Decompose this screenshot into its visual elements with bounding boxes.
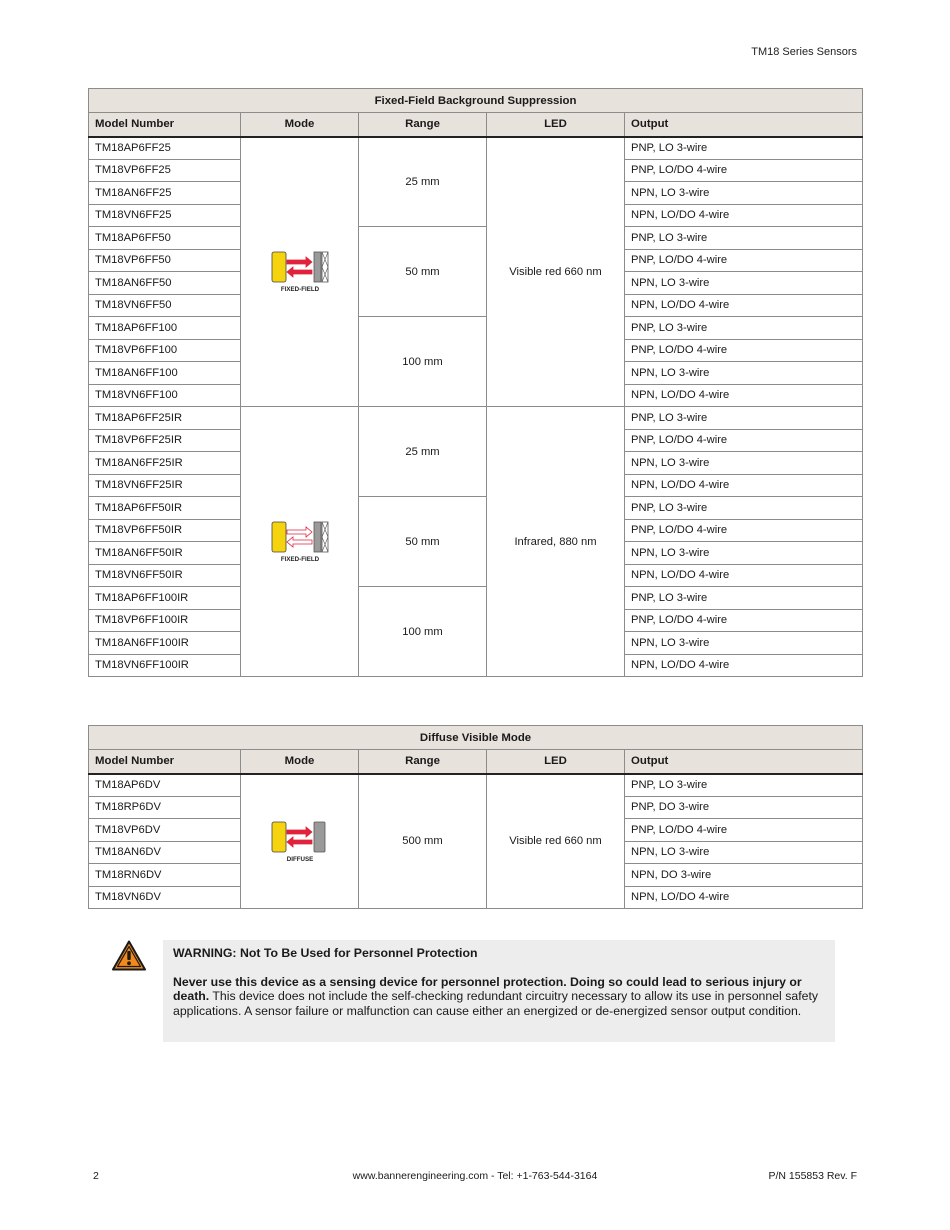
range-cell: 100 mm bbox=[359, 317, 487, 407]
warning-body bbox=[173, 975, 825, 1019]
output-cell: NPN, LO 3-wire bbox=[625, 362, 863, 385]
output-cell: PNP, LO/DO 4-wire bbox=[625, 159, 863, 182]
model-number-cell: TM18VN6FF50 bbox=[89, 294, 241, 317]
model-number-cell: TM18VP6FF50IR bbox=[89, 519, 241, 542]
model-number-cell: TM18AN6FF100 bbox=[89, 362, 241, 385]
column-header-mode: Mode bbox=[241, 113, 359, 137]
table-row bbox=[89, 137, 863, 160]
output-cell: PNP, LO/DO 4-wire bbox=[625, 429, 863, 452]
column-header-range: Range bbox=[359, 113, 487, 137]
model-number-cell: TM18VN6DV bbox=[89, 886, 241, 909]
output-cell: PNP, LO/DO 4-wire bbox=[625, 339, 863, 362]
model-number-cell: TM18RN6DV bbox=[89, 864, 241, 887]
led-cell: Infrared, 880 nm bbox=[487, 407, 625, 677]
range-cell: 25 mm bbox=[359, 407, 487, 497]
range-cell: 50 mm bbox=[359, 227, 487, 317]
table-row bbox=[89, 774, 863, 797]
part-number: P/N 155853 Rev. F bbox=[768, 1170, 857, 1182]
model-number-cell: TM18AP6FF50 bbox=[89, 227, 241, 250]
model-number-cell: TM18AN6FF25 bbox=[89, 182, 241, 205]
warning-title: WARNING: Not To Be Used for Personnel Protection bbox=[173, 946, 478, 960]
model-number-cell: TM18VP6FF50 bbox=[89, 249, 241, 272]
output-cell: NPN, LO/DO 4-wire bbox=[625, 564, 863, 587]
led-cell: Visible red 660 nm bbox=[487, 774, 625, 909]
model-number-cell: TM18AP6FF25 bbox=[89, 137, 241, 160]
model-number-cell: TM18VP6DV bbox=[89, 819, 241, 842]
table-caption: Fixed-Field Background Suppression bbox=[89, 89, 863, 113]
model-number-cell: TM18AP6DV bbox=[89, 774, 241, 797]
warning-bold-text: Never use this device as a sensing device for personnel protection. Doing so could lead to serious injury or death. bbox=[173, 974, 802, 1003]
column-header-output: Output bbox=[625, 750, 863, 774]
output-cell: PNP, LO 3-wire bbox=[625, 407, 863, 430]
model-number-cell: TM18AP6FF100 bbox=[89, 317, 241, 340]
range-cell: 500 mm bbox=[359, 774, 487, 909]
model-number-cell: TM18VP6FF25 bbox=[89, 159, 241, 182]
column-header-output: Output bbox=[625, 113, 863, 137]
diffuse-mode-icon bbox=[264, 816, 336, 864]
output-cell: NPN, LO 3-wire bbox=[625, 841, 863, 864]
mode-icon-label: FIXED-FIELD bbox=[280, 286, 319, 294]
table-row bbox=[89, 227, 863, 250]
fixed-field-table bbox=[88, 88, 863, 677]
output-cell: PNP, LO 3-wire bbox=[625, 587, 863, 610]
range-cell: 50 mm bbox=[359, 497, 487, 587]
model-number-cell: TM18AP6FF100IR bbox=[89, 587, 241, 610]
page-number: 2 bbox=[93, 1170, 99, 1182]
table-caption: Diffuse Visible Mode bbox=[89, 726, 863, 750]
column-header-led: LED bbox=[487, 750, 625, 774]
mode-cell bbox=[241, 137, 359, 407]
table-row bbox=[89, 497, 863, 520]
output-cell: NPN, LO/DO 4-wire bbox=[625, 474, 863, 497]
output-cell: NPN, LO 3-wire bbox=[625, 182, 863, 205]
output-cell: NPN, LO/DO 4-wire bbox=[625, 294, 863, 317]
output-cell: PNP, LO/DO 4-wire bbox=[625, 609, 863, 632]
output-cell: PNP, LO 3-wire bbox=[625, 774, 863, 797]
warning-triangle-icon bbox=[112, 940, 146, 971]
output-cell: NPN, LO 3-wire bbox=[625, 542, 863, 565]
fixed-field-ir-mode-icon bbox=[264, 516, 336, 564]
output-cell: NPN, LO 3-wire bbox=[625, 272, 863, 295]
range-cell: 25 mm bbox=[359, 137, 487, 227]
model-number-cell: TM18AN6FF50 bbox=[89, 272, 241, 295]
table-row bbox=[89, 317, 863, 340]
warning-box bbox=[163, 940, 835, 1042]
model-number-cell: TM18VP6FF100IR bbox=[89, 609, 241, 632]
output-cell: PNP, LO 3-wire bbox=[625, 317, 863, 340]
model-number-cell: TM18VP6FF100 bbox=[89, 339, 241, 362]
model-number-cell: TM18VN6FF100 bbox=[89, 384, 241, 407]
model-number-cell: TM18VP6FF25IR bbox=[89, 429, 241, 452]
model-number-cell: TM18AP6FF25IR bbox=[89, 407, 241, 430]
column-header-led: LED bbox=[487, 113, 625, 137]
output-cell: NPN, LO/DO 4-wire bbox=[625, 886, 863, 909]
output-cell: NPN, LO 3-wire bbox=[625, 452, 863, 475]
model-number-cell: TM18VN6FF100IR bbox=[89, 654, 241, 677]
led-cell: Visible red 660 nm bbox=[487, 137, 625, 407]
column-header-model: Model Number bbox=[89, 113, 241, 137]
mode-cell bbox=[241, 407, 359, 677]
table-row bbox=[89, 407, 863, 430]
output-cell: NPN, LO 3-wire bbox=[625, 632, 863, 655]
fixed-field-mode-icon bbox=[264, 246, 336, 294]
footer-contact: www.bannerengineering.com - Tel: +1-763-544-3164 bbox=[352, 1170, 598, 1182]
output-cell: PNP, DO 3-wire bbox=[625, 796, 863, 819]
model-number-cell: TM18VN6FF50IR bbox=[89, 564, 241, 587]
table-row bbox=[89, 587, 863, 610]
model-number-cell: TM18AN6FF25IR bbox=[89, 452, 241, 475]
output-cell: NPN, LO/DO 4-wire bbox=[625, 654, 863, 677]
warning-body-text: This device does not include the self-checking redundant circuitry necessary to allow its use in personnel safety applications. A sensor failure or malfunction can cause either an energized or de-energized sensor output condition. bbox=[173, 989, 819, 1018]
model-number-cell: TM18VN6FF25 bbox=[89, 204, 241, 227]
model-number-cell: TM18VN6FF25IR bbox=[89, 474, 241, 497]
model-number-cell: TM18AN6FF50IR bbox=[89, 542, 241, 565]
output-cell: NPN, LO/DO 4-wire bbox=[625, 384, 863, 407]
output-cell: NPN, DO 3-wire bbox=[625, 864, 863, 887]
output-cell: PNP, LO/DO 4-wire bbox=[625, 519, 863, 542]
range-cell: 100 mm bbox=[359, 587, 487, 677]
column-header-range: Range bbox=[359, 750, 487, 774]
document-header-title: TM18 Series Sensors bbox=[751, 46, 857, 58]
output-cell: NPN, LO/DO 4-wire bbox=[625, 204, 863, 227]
output-cell: PNP, LO 3-wire bbox=[625, 227, 863, 250]
diffuse-visible-table bbox=[88, 725, 863, 909]
model-number-cell: TM18RP6DV bbox=[89, 796, 241, 819]
output-cell: PNP, LO/DO 4-wire bbox=[625, 249, 863, 272]
column-header-mode: Mode bbox=[241, 750, 359, 774]
output-cell: PNP, LO 3-wire bbox=[625, 137, 863, 160]
column-header-model: Model Number bbox=[89, 750, 241, 774]
output-cell: PNP, LO 3-wire bbox=[625, 497, 863, 520]
mode-cell bbox=[241, 774, 359, 909]
model-number-cell: TM18AP6FF50IR bbox=[89, 497, 241, 520]
output-cell: PNP, LO/DO 4-wire bbox=[625, 819, 863, 842]
model-number-cell: TM18AN6FF100IR bbox=[89, 632, 241, 655]
mode-icon-label: FIXED-FIELD bbox=[280, 556, 319, 563]
model-number-cell: TM18AN6DV bbox=[89, 841, 241, 864]
mode-icon-label: DIFFUSE bbox=[286, 855, 313, 863]
